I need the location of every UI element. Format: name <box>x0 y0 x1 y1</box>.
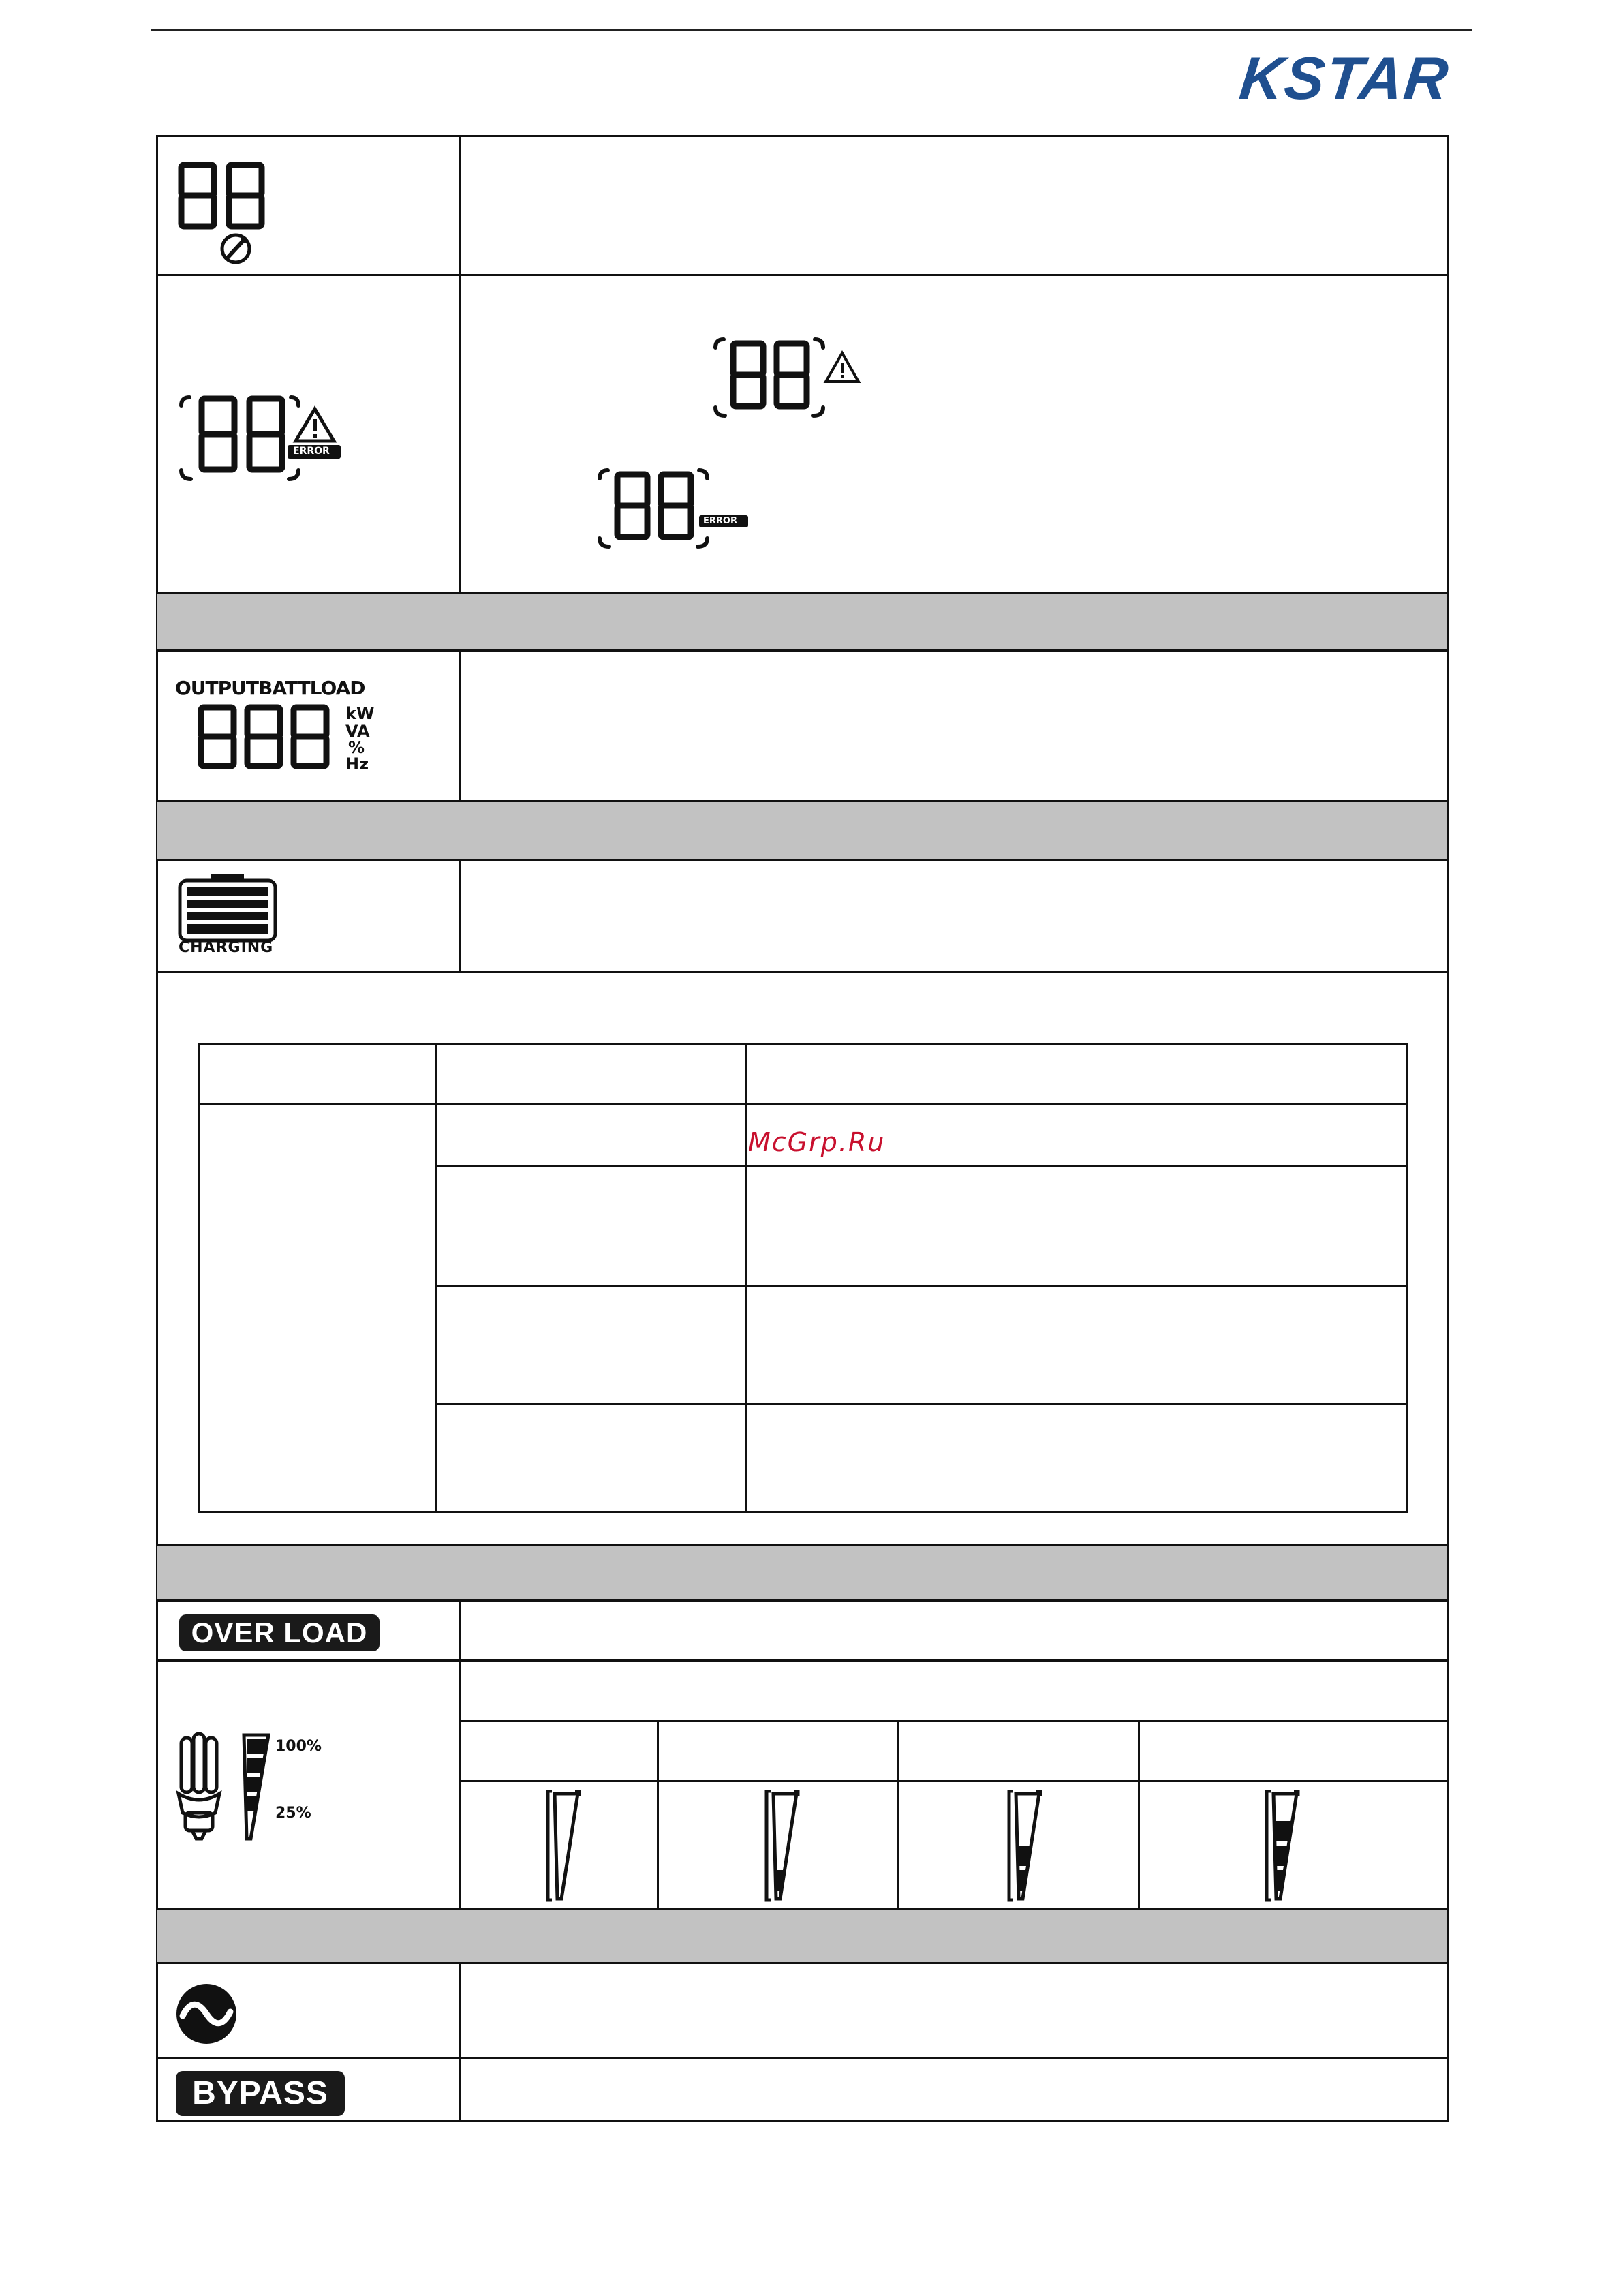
nested-table <box>198 1043 1408 1513</box>
overload-icon: OVER LOAD <box>179 1614 380 1651</box>
header-rule <box>151 29 1472 31</box>
load-segment <box>1275 1821 1291 1841</box>
nested-column-divider <box>435 1043 437 1513</box>
column-divider <box>459 649 461 802</box>
load-segment <box>1017 1846 1030 1866</box>
output-battery-load-icon <box>174 677 392 779</box>
unit-va-label: VA <box>345 722 370 741</box>
unit-percent-label: % <box>348 738 365 757</box>
load-segment <box>775 1870 783 1891</box>
row-divider <box>156 649 1449 652</box>
load-level-icon <box>176 1731 339 1847</box>
row-divider <box>459 1720 1449 1722</box>
load-segment <box>1275 1846 1287 1866</box>
column-divider <box>459 859 461 973</box>
row-divider <box>156 859 1449 861</box>
load-level-gauge-2 <box>764 1790 805 1905</box>
row-divider <box>459 1780 1449 1782</box>
section-band <box>157 594 1447 649</box>
nested-row-divider <box>436 1403 1408 1405</box>
load-level-gauge-3 <box>1006 1790 1047 1905</box>
load-segment <box>1275 1870 1283 1891</box>
row-divider <box>156 2057 1449 2059</box>
error-label: ERROR <box>293 446 330 457</box>
row-divider <box>156 274 1449 276</box>
section-band <box>157 1546 1447 1599</box>
brand-logo: KSTAR <box>1236 44 1453 112</box>
column-divider <box>459 1599 461 1910</box>
fault-code-icon <box>176 158 271 267</box>
row-divider <box>156 1962 1449 1964</box>
error-code-example-icon <box>597 465 754 553</box>
row-divider <box>156 1599 1449 1602</box>
watermark-text: McGrp.Ru <box>748 1127 886 1157</box>
load-25-label: 25% <box>275 1805 311 1822</box>
bypass-icon: BYPASS <box>176 2071 345 2116</box>
load-100-label: 100% <box>275 1738 322 1755</box>
load-segment <box>1017 1870 1025 1891</box>
nested-column-divider <box>745 1043 747 1513</box>
warning-error-icon <box>179 385 342 487</box>
section-band <box>157 802 1447 859</box>
column-divider <box>459 135 461 594</box>
ac-wave-icon <box>174 1982 238 2046</box>
warning-code-example-icon <box>713 334 863 423</box>
row-divider <box>156 1659 1449 1662</box>
row-divider <box>156 971 1449 973</box>
unit-hz-label: Hz <box>345 754 369 774</box>
section-band <box>157 1910 1447 1962</box>
nested-row-divider <box>436 1285 1408 1287</box>
output-battery-load-label: OUTPUTBATTLOAD <box>175 677 365 699</box>
nested-row-divider <box>198 1103 1408 1105</box>
column-divider <box>657 1720 659 1910</box>
unit-kw-label: kW <box>345 704 375 723</box>
battery-charging-icon <box>176 872 312 961</box>
nested-row-divider <box>436 1165 1408 1167</box>
column-divider <box>1138 1720 1140 1910</box>
load-level-gauge-1 <box>545 1790 586 1905</box>
load-level-gauge-4 <box>1264 1790 1305 1905</box>
column-divider <box>897 1720 899 1910</box>
column-divider <box>459 1962 461 2122</box>
error-label: ERROR <box>703 516 737 526</box>
charging-label: CHARGING <box>179 939 274 956</box>
